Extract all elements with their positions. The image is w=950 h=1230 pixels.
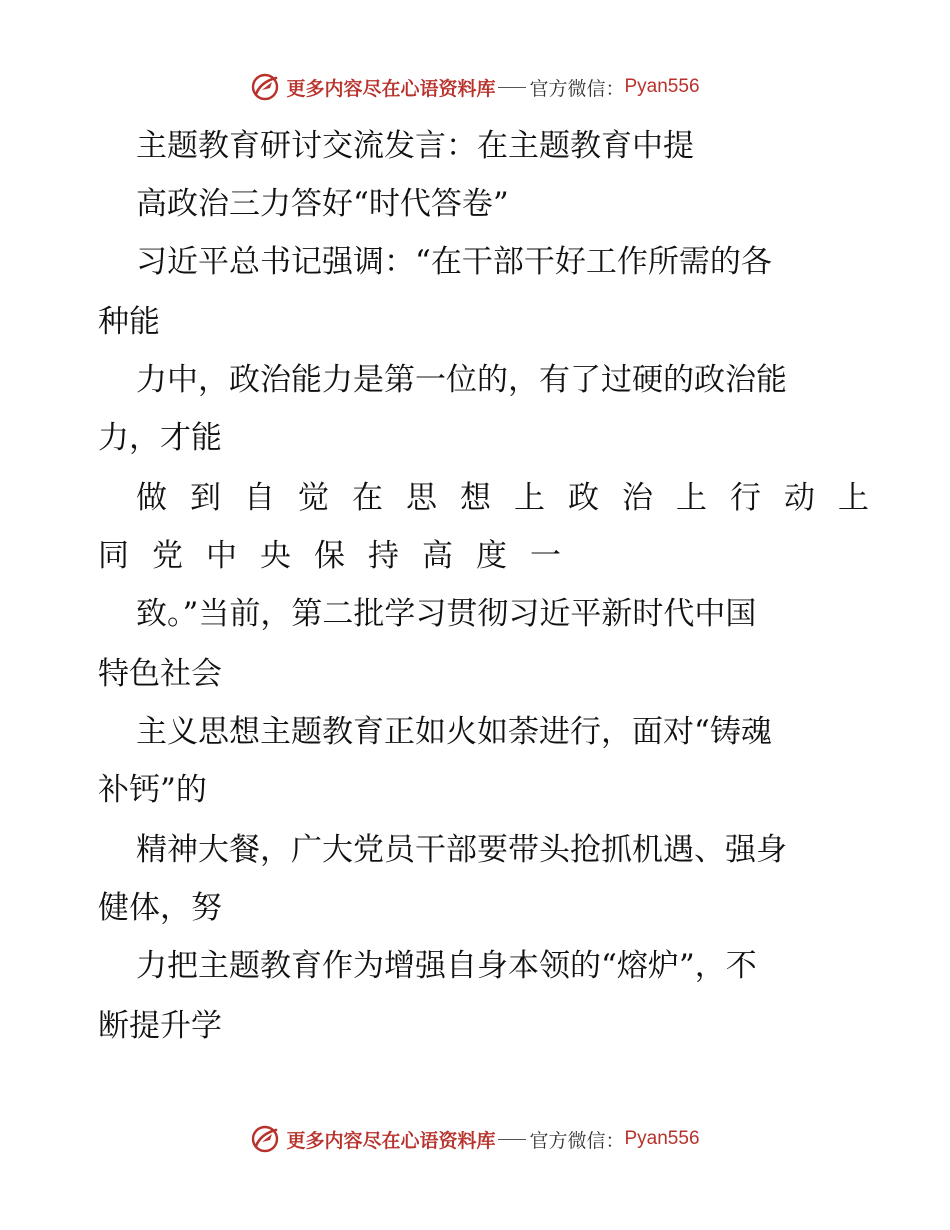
banner-wechat-label: 官方微信： — [529, 1129, 625, 1152]
paragraph-line: 健体，努 — [98, 890, 222, 926]
paragraph-line: 力把主题教育作为增强自身本领的“熔炉”，不 — [136, 948, 757, 984]
banner-site-text: 更多内容尽在心语资料库 — [286, 1129, 496, 1152]
paragraph-line: 主义思想主题教育正如火如荼进行，面对“铸魂 — [136, 714, 772, 750]
paragraph-line: 习近平总书记强调：“在干部干好工作所需的各 — [136, 244, 772, 280]
paragraph-line: 力中，政治能力是第一位的，有了过硬的政治能 — [136, 362, 787, 398]
paragraph-line: 种能 — [98, 304, 160, 340]
banner-wechat-id: Pyan556 — [624, 1128, 700, 1149]
paragraph-line: 补钙”的 — [98, 772, 207, 808]
paragraph-line: 特色社会 — [98, 656, 222, 692]
banner-site-text: 更多内容尽在心语资料库 — [286, 77, 496, 100]
banner-wechat-id: Pyan556 — [624, 76, 700, 97]
paragraph-line: 断提升学 — [98, 1008, 222, 1044]
paragraph-line: 致。”当前，第二批学习贯彻习近平新时代中国 — [136, 596, 757, 632]
banner-dash — [498, 1139, 526, 1140]
title-line-1: 主题教育研讨交流发言：在主题教育中提 — [136, 128, 694, 164]
paragraph-line: 精神大餐，广大党员干部要带头抢抓机遇、强身 — [136, 832, 787, 868]
header-watermark-banner — [0, 72, 950, 102]
paragraph-line: 做到自觉在思想上政治上行动上 — [136, 480, 892, 516]
pen-swirl-logo-icon — [250, 1124, 280, 1154]
title-line-2: 高政治三力答好“时代答卷” — [136, 186, 509, 222]
banner-dash — [498, 87, 526, 88]
paragraph-line: 力，才能 — [98, 420, 222, 456]
footer-watermark-banner — [0, 1124, 950, 1154]
pen-swirl-logo-icon — [250, 72, 280, 102]
banner-wechat-label: 官方微信： — [529, 77, 625, 100]
paragraph-line: 同党中央保持高度一 — [98, 538, 584, 574]
